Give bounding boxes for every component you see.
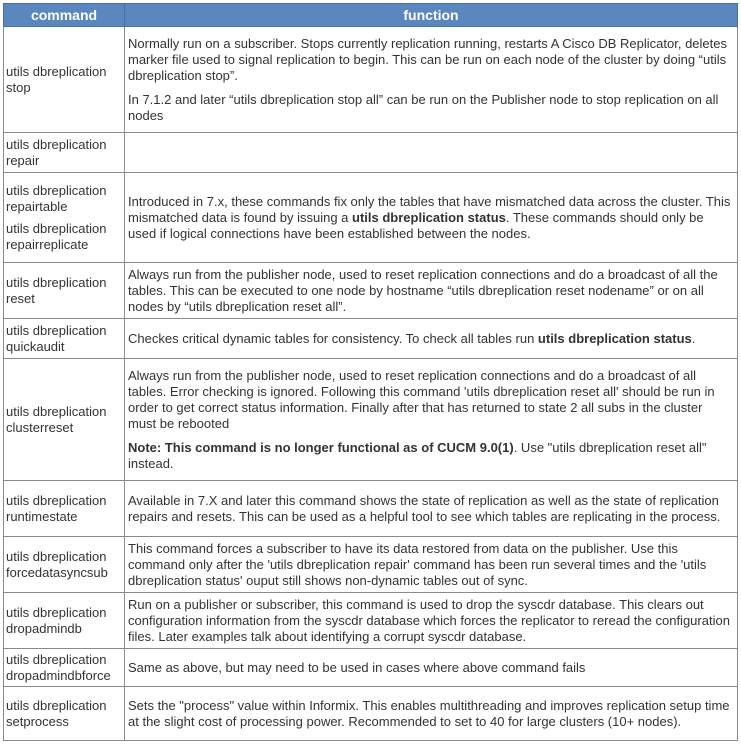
bold-note: Note: This command is no longer functional as of CUCM 9.0(1) <box>128 439 514 455</box>
command-name: utils dbreplication <box>6 492 107 508</box>
function-text: Available in 7.X and later this command shows the state of replication as well as the state of replication repairs and resets. This can be used as a helpful tool to see which tables are replicating in the process. <box>128 492 721 524</box>
table-row <box>4 593 738 649</box>
command-subname: setprocess <box>6 713 69 729</box>
command-name: utils dbreplication <box>6 548 107 564</box>
function-cell <box>125 263 738 319</box>
function-text: Run on a publisher or subscriber, this command is used to drop the syscdr database. This clears out configuration information from the syscdr database which forces the replicator to reread the configuration files. Later examples talk about identifying a corrupt syscdr database. <box>128 596 730 644</box>
function-text: This command forces a subscriber to have its data restored from data on the publisher. Use this command only after the 'utils dbreplication repair' command has been run several times and the 'utils dbreplication status' ouput still shows non-dynamic tables out of sync. <box>128 540 707 588</box>
bold-command: utils dbreplication status <box>352 209 506 225</box>
command-cell <box>4 649 125 687</box>
command-subname: clusterreset <box>6 419 74 435</box>
command-cell <box>4 537 125 593</box>
command-cell <box>4 173 125 263</box>
command-cell <box>4 263 125 319</box>
table-row <box>4 173 738 263</box>
header-function: function <box>125 4 738 27</box>
command-name: utils dbreplication <box>6 322 107 338</box>
command-name: utils dbreplication <box>6 182 107 198</box>
function-text: Introduced in 7.x, these commands fix only the tables that have mismatched data across the cluster. This mismatched data is found by issuing a utils dbreplication status. These commands should only be used if logical connections have been established between the nodes. <box>128 193 731 241</box>
command-subname: stop <box>6 79 31 95</box>
table-row <box>4 687 738 741</box>
command-name: utils dbreplication <box>6 136 107 152</box>
command-cell <box>4 593 125 649</box>
command-cell <box>4 481 125 537</box>
command-subname: forcedatasyncsub <box>6 564 108 580</box>
command-name: utils dbreplication <box>6 274 107 290</box>
function-cell <box>125 173 738 263</box>
command-subname: repairreplicate <box>6 236 89 252</box>
command-name: utils dbreplication <box>6 403 107 419</box>
function-cell <box>125 687 738 741</box>
function-cell <box>125 537 738 593</box>
command-cell <box>4 359 125 481</box>
function-text: Sets the "process" value within Informix. This enables multithreading and improves replication setup time at the slight cost of processing power. Recommended to set to 40 for large clusters (10+ nodes). <box>128 697 730 729</box>
function-cell <box>125 593 738 649</box>
command-cell <box>4 133 125 173</box>
command-subname: dropadmindb <box>6 620 82 636</box>
note-text: Note: This command is no longer functional as of CUCM 9.0(1). Use "utils dbreplication reset all" instead. <box>128 439 707 471</box>
command-name: utils dbreplication <box>6 604 107 620</box>
table-row <box>4 263 738 319</box>
dbreplication-commands-table <box>3 3 738 741</box>
table-row <box>4 27 738 133</box>
function-cell <box>125 319 738 359</box>
command-name: utils dbreplication <box>6 220 107 236</box>
function-text: Same as above, but may need to be used in cases where above command fails <box>128 659 586 675</box>
table-row <box>4 133 738 173</box>
command-cell <box>4 687 125 741</box>
function-cell <box>125 481 738 537</box>
function-text: Always run from the publisher node, used to reset replication connections and do a broadcast of all the tables. This can be executed to one node by hostname “utils dbreplication reset nodename” or on all nodes by “utils dbreplication reset all”. <box>128 266 718 314</box>
function-cell <box>125 133 738 173</box>
command-cell <box>4 319 125 359</box>
function-text: In 7.1.2 and later “utils dbreplication stop all” can be run on the Publisher node to stop replication on all nodes <box>128 91 719 123</box>
command-cell <box>4 27 125 133</box>
function-cell <box>125 649 738 687</box>
command-subname: quickaudit <box>6 338 65 354</box>
function-text: Always run from the publisher node, used to reset replication connections and do a broadcast of all tables. Error checking is ignored. Following this command 'utils dbreplication reset all' should be run in order to get correct status information. Finally after that has returned to state 2 all subs in the cluster must be rebooted <box>128 367 715 431</box>
command-subname: repair <box>6 152 40 168</box>
function-cell <box>125 27 738 133</box>
command-subname: runtimestate <box>6 508 78 524</box>
command-subname: reset <box>6 290 35 306</box>
function-text: Normally run on a subscriber. Stops currently replication running, restarts A Cisco DB Replicator, deletes marker file used to signal replication to begin. This can be run on each node of the cluster by doing “utils dbreplication stop”. <box>128 35 727 83</box>
table-row <box>4 649 738 687</box>
command-subname: repairtable <box>6 198 68 214</box>
table-row <box>4 319 738 359</box>
header-command: command <box>4 4 125 27</box>
command-name: utils dbreplication <box>6 651 107 667</box>
table-row <box>4 359 738 481</box>
command-name: utils dbreplication <box>6 63 107 79</box>
function-text: Checkes critical dynamic tables for consistency. To check all tables run utils dbreplication status. <box>128 330 696 346</box>
function-cell <box>125 359 738 481</box>
header-row <box>4 4 738 27</box>
table-row <box>4 537 738 593</box>
table-row <box>4 481 738 537</box>
command-name: utils dbreplication <box>6 697 107 713</box>
command-subname: dropadmindbforce <box>6 667 111 683</box>
bold-command: utils dbreplication status <box>537 330 692 346</box>
